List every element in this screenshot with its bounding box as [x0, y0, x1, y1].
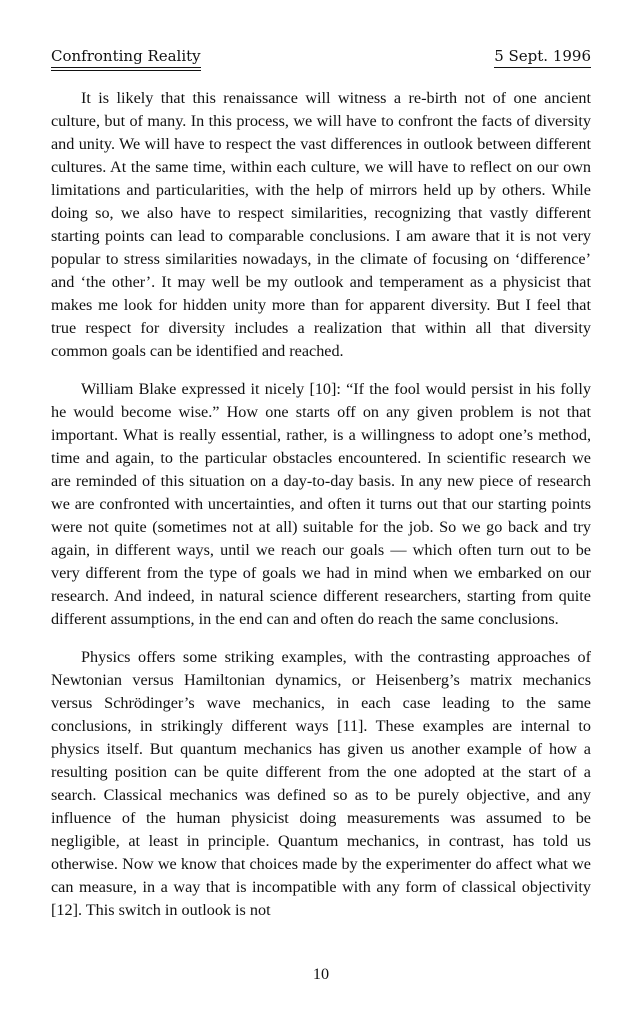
body-text: [51, 87, 591, 922]
paragraph: Physics offers some striking examples, with the contrasting approaches of Newtonian versus Hamiltonian dynamics, or Heisenberg’s matrix mechanics versus Schrödinger’s wave mechanics, in each case leading to the same conclusions, in strikingly different ways [11]. These examples are internal to physics itself. But quantum mechanics has given us another example of how a resulting position can be quite different from the one adopted at the start of a search. Classical mechanics was defined so as to be purely objective, and any influence of the human physicist doing measurements was assumed to be negligible, at least in principle. Quantum mechanics, in contrast, has told us otherwise. Now we know that choices made by the experimenter do affect what we can measure, in a way that is incompatible with any form of classical objectivity [12]. This switch in outlook is not: [51, 648, 591, 919]
running-date: 5 Sept. 1996: [494, 46, 591, 68]
paragraph: William Blake expressed it nicely [10]: “If the fool would persist in his folly he would become wise.” How one starts off on any given problem is not that important. What is really essential, rather, is a willingness to adopt one’s method, time and again, to the particular obstacles encountered. In scientific research we are reminded of this situation on a day-to-day basis. In any new piece of research we are confronted with uncertainties, and often it turns out that our starting points were not quite (sometimes not at all) suitable for the job. So we go back and try again, in different ways, until we reach our goals — which often turn out to be very different from the type of goals we had in mind when we embarked on our research. And indeed, in natural science different researchers, starting from quite different assumptions, in the end can and often do reach the same conclusions.: [51, 380, 591, 628]
running-header: [51, 46, 591, 70]
paragraph: It is likely that this renaissance will witness a re-birth not of one ancient culture, but of many. In this process, we will have to confront the facts of diversity and unity. We will have to respect the vast differences in outlook between different cultures. At the same time, within each culture, we will have to reflect on our own limitations and particularities, with the help of mirrors held up by others. While doing so, we also have to respect similarities, recognizing that vastly different starting points can lead to comparable conclusions. I am aware that it is not very popular to stress similarities nowadays, in the climate of focusing on ‘difference’ and ‘the other’. It may well be my outlook and temperament as a physicist that makes me look for hidden unity more than for apparent diversity. But I feel that true respect for diversity includes a realization that within all that diversity common goals can be identified and reached.: [51, 89, 591, 360]
page-number: 10: [312, 965, 330, 983]
running-title: Confronting Reality: [51, 46, 201, 68]
